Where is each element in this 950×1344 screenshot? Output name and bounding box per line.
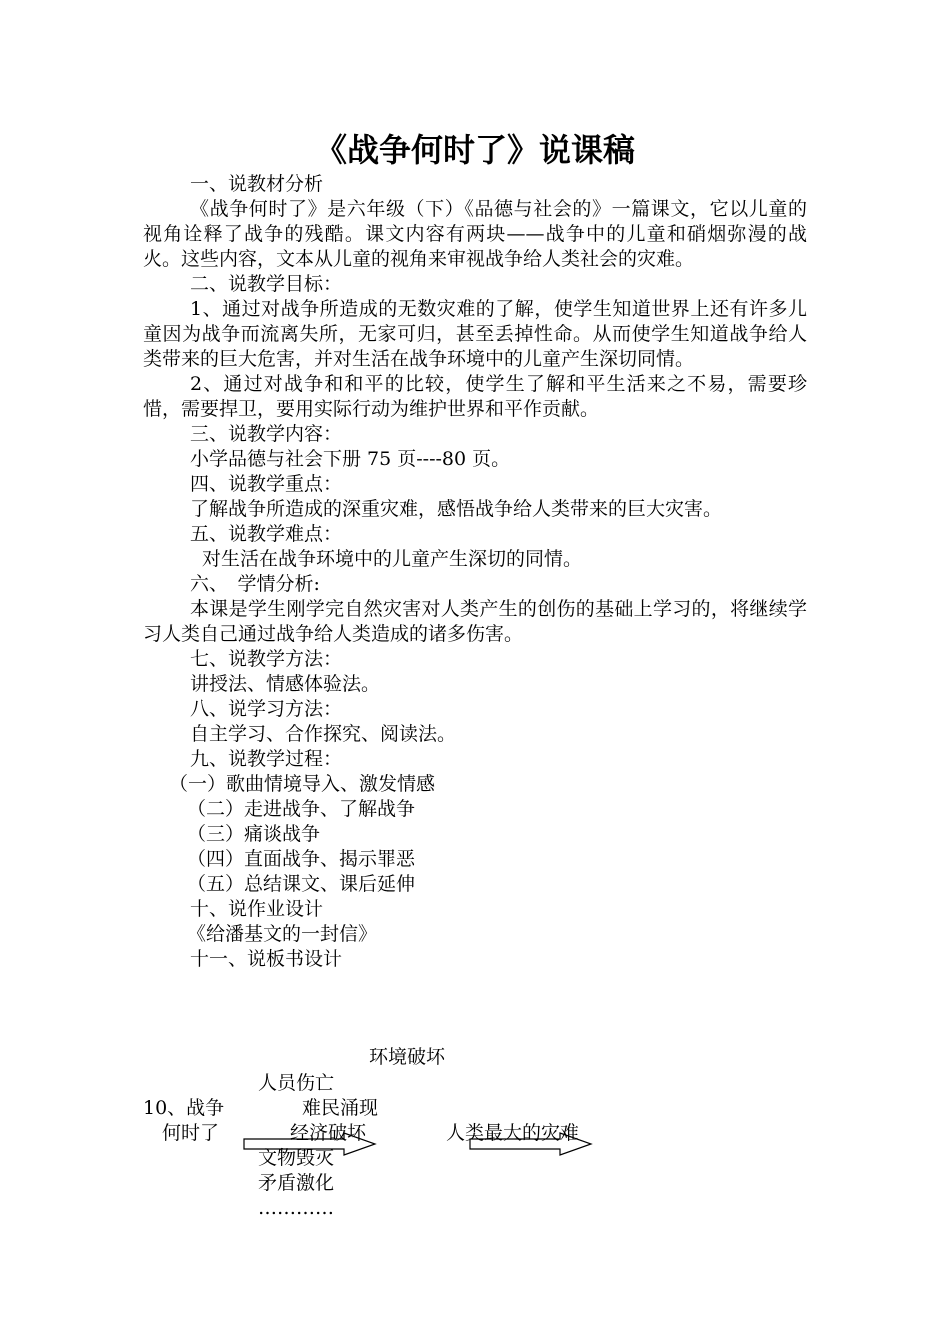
board-left-text: 何时了 [162, 1122, 220, 1144]
list-item: （二）走进战争、了解战争 [187, 798, 416, 820]
section-heading: 七、说教学方法： [190, 648, 343, 670]
section-heading: 十一、说板书设计 [190, 948, 343, 970]
list-item: （五）总结课文、课后延伸 [187, 873, 416, 895]
section-heading: 十、说作业设计 [190, 898, 324, 920]
paragraph: 本课是学生刚学完自然灾害对人类产生的创伤的基础上学习的，将继续学习人类自己通过战争给人类造成的诸多伤害。 [143, 598, 807, 645]
paragraph: 自主学习、合作探究、阅读法。 [190, 723, 457, 745]
right-arrow-icon [243, 1132, 377, 1156]
document-body [143, 172, 807, 972]
paragraph: 2、通过对战争和和平的比较，使学生了解和平生活来之不易，需要珍惜，需要捍卫，要用实际行动为维护世界和平作贡献。 [143, 373, 807, 420]
list-item: （一）歌曲情境导入、激发情感 [169, 773, 436, 795]
section-heading: 九、说教学过程： [190, 748, 343, 770]
list-item: （四）直面战争、揭示罪恶 [187, 848, 416, 870]
board-item: ………… [258, 1197, 334, 1219]
board-item: 矛盾激化 [258, 1172, 335, 1194]
board-item: 难民涌现 [302, 1097, 379, 1119]
page-title: 《战争何时了》说课稿 [314, 131, 635, 169]
paragraph: 对生活在战争环境中的儿童产生深切的同情。 [202, 548, 583, 570]
paragraph: 《战争何时了》是六年级（下）《品德与社会的》一篇课文，它以儿童的视角诠释了战争的残酷。课文内容有两块——战争中的儿童和硝烟弥漫的战火。这些内容，文本从儿童的视角来审视战争给人类社会的灾难。 [143, 198, 807, 270]
section-heading: 六、 学情分析: [190, 573, 320, 595]
board-left-text: 10、战争 [143, 1097, 225, 1119]
section-heading: 一、说教材分析 [190, 173, 324, 195]
board-item: 环境破坏 [369, 1046, 446, 1068]
paragraph: 小学品德与社会下册 75 页----80 页。 [190, 448, 511, 470]
board-item: 经济破坏 [290, 1122, 367, 1144]
paragraph: 《给潘基文的一封信》 [187, 923, 378, 945]
right-arrow-icon [469, 1132, 593, 1156]
paragraph: 1、通过对战争所造成的无数灾难的了解，使学生知道世界上还有许多儿童因为战争而流离失所，无家可归，甚至丢掉性命。从而使学生知道战争给人类带来的巨大危害，并对生活在战争环境中的儿童产生深切同情。 [143, 298, 807, 370]
section-heading: 四、说教学重点： [190, 473, 343, 495]
section-heading: 三、说教学内容： [190, 423, 343, 445]
section-heading: 五、说教学难点： [190, 523, 343, 545]
list-item: （三）痛谈战争 [187, 823, 321, 845]
paragraph: 了解战争所造成的深重灾难，感悟战争给人类带来的巨大灾害。 [190, 498, 723, 520]
board-item: 文物毁灭 [258, 1147, 335, 1169]
section-heading: 八、说学习方法： [190, 698, 343, 720]
section-heading: 二、说教学目标： [190, 273, 343, 295]
board-item: 人员伤亡 [258, 1072, 335, 1094]
paragraph: 讲授法、情感体验法。 [190, 673, 381, 695]
board-result: 人类最大的灾难 [446, 1122, 580, 1144]
